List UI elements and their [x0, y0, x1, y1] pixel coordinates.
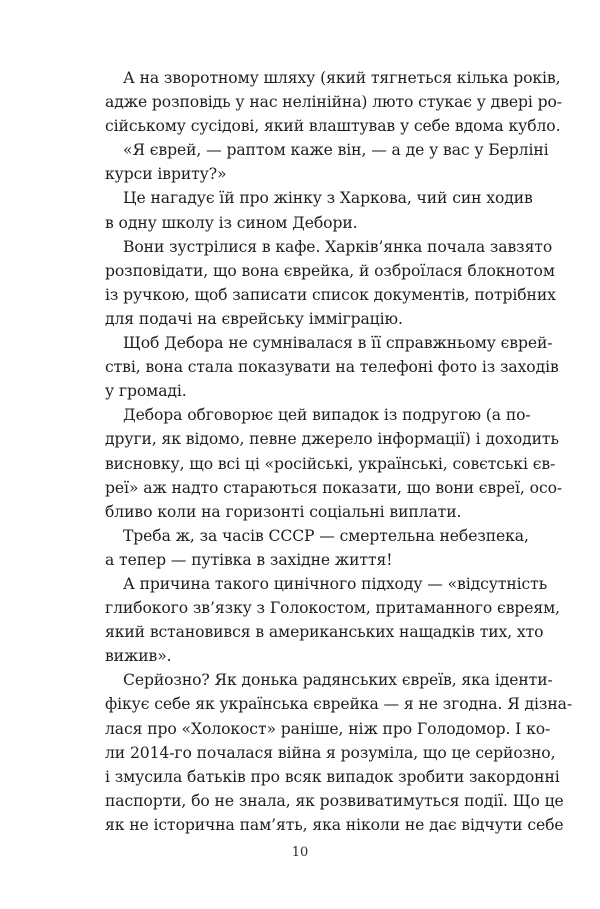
text-line: який встановився в американських нащадків тих, хто — [105, 623, 544, 642]
text-line: як не історична пам’ять, яка ніколи не дає відчути себе — [105, 815, 564, 834]
text-line: із ручкою, щоб записати список документів, потрібних — [105, 285, 556, 304]
paragraph — [87, 235, 556, 331]
page-number: 10 — [291, 845, 309, 860]
text-line: реї» аж надто стараються показати, що вони євреї, осо- — [105, 478, 563, 497]
text-line: Дебора обговорює цей випадок із подругою (а по- — [123, 406, 531, 425]
text-line: бливо коли на горизонті соціальні виплати. — [105, 502, 462, 521]
text-line: розповідати, що вона єврейка, й озброїлася блокнотом — [105, 261, 555, 280]
text-line: Вони зустрілися в кафе. Харків’янка почала завзято — [123, 237, 553, 256]
paragraph — [87, 668, 572, 837]
text-line: Серйозно? Як донька радянських євреїв, яка іденти- — [123, 671, 553, 690]
text-line: адже розповідь у нас нелінійна) люто стукає у двері ро- — [105, 93, 562, 112]
text-line: Щоб Дебора не сумнівалася в її справжньому єврей- — [123, 334, 553, 353]
text-line: глибокого зв’язку з Голокостом, притаманного євреям, — [105, 599, 561, 618]
paragraph — [87, 572, 561, 668]
text-line: вижив». — [105, 647, 172, 666]
text-line: ли 2014-го почалася війна я розуміла, що це серйозно, — [105, 743, 556, 762]
text-line: а тепер — путівка в західне життя! — [105, 550, 393, 569]
text-line: лася про «Холокост» раніше, ніж про Голодомор. І ко- — [105, 719, 551, 738]
paragraph — [87, 66, 562, 138]
text-line: Треба ж, за часів СССР — смертельна небезпека, — [123, 526, 529, 545]
page-body — [87, 66, 572, 837]
paragraph — [87, 403, 563, 523]
paragraph — [87, 138, 549, 186]
text-line: А на зворотному шляху (який тягнеться кілька років, — [123, 69, 561, 87]
text-line: для подачі на єврейську імміграцію. — [105, 309, 403, 328]
text-line: Це нагадує їй про жінку з Харкова, чий син ходив — [123, 189, 533, 208]
text-line: у громаді. — [105, 382, 187, 401]
text-line: і змусила батьків про всяк випадок зробити закордонні — [105, 767, 560, 786]
text-line: «Я єврей, — раптом каже він, — а де у вас у Берліні — [123, 141, 549, 160]
text-line: висновку, що всі ці «російські, українські, совєтські єв- — [105, 454, 556, 473]
text-line: А причина такого цинічного підходу — «відсутність — [123, 574, 548, 593]
text-line: фікує себе як українська єврейка — я не згодна. Я дізна- — [105, 695, 572, 714]
paragraph — [87, 524, 529, 572]
text-line: курси івриту?» — [105, 165, 227, 184]
text-line: в одну школу із сином Дебори. — [105, 213, 358, 232]
paragraph — [87, 331, 559, 403]
text-line: други, як відомо, певне джерело інформації) і доходить — [105, 430, 559, 449]
text-line: сійському сусідові, який влаштував у себе вдома кубло. — [105, 117, 561, 136]
text-flow — [87, 66, 572, 837]
text-line: стві, вона стала показувати на телефоні фото із заходів — [105, 358, 559, 377]
paragraph — [87, 186, 533, 234]
text-line: паспорти, бо не знала, як розвиватимуться події. Що це — [105, 791, 564, 810]
